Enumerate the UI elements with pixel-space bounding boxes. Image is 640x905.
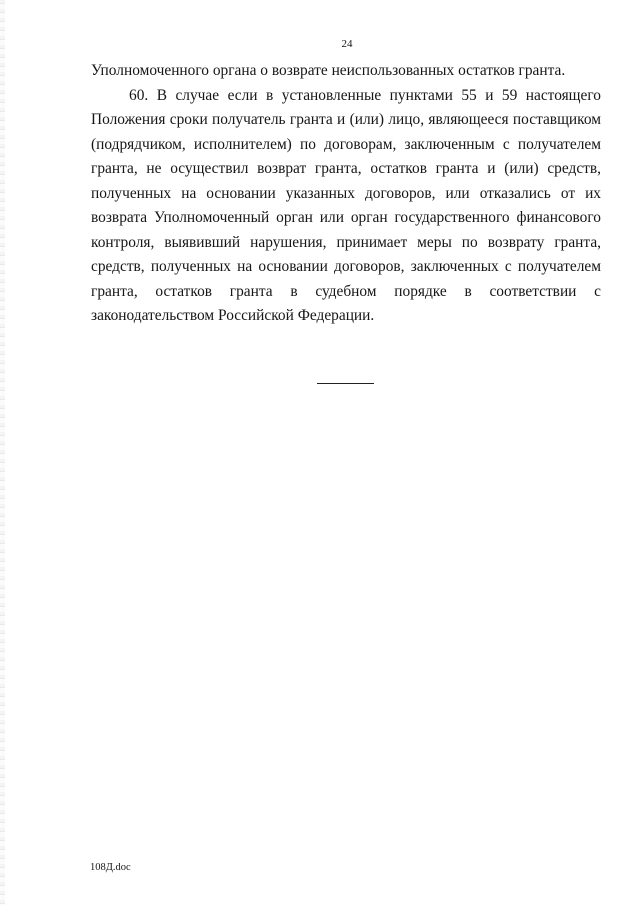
scan-edge-artifact [0,0,5,905]
end-of-text-rule [317,383,374,384]
page-number: 24 [341,38,353,50]
footer-filename: 108Д.doc [90,862,131,873]
document-body [91,59,601,329]
paragraph-continuation: Уполномоченного органа о возврате неиспользованных остатков гранта. [91,62,566,79]
paragraph-60: 60. В случае если в установленные пунктами 55 и 59 настоящего Положения сроки получатель гранта и (или) лицо, являющееся поставщиком (подрядчиком, исполнителем) по договорам, заключенным с получателем гранта, не осуществил возврат гранта, остатков гранта и (или) средств, полученных на основании указанных договоров, или отказались от их возврата Уполномоченный орган или орган государственного финансового контроля, выявивший нарушения, принимает меры по возврату гранта, средств, полученных на основании договоров, заключенных с получателем гранта, остатков гранта в судебном порядке в соответствии с законодательством Российской Федерации. [91,86,601,324]
